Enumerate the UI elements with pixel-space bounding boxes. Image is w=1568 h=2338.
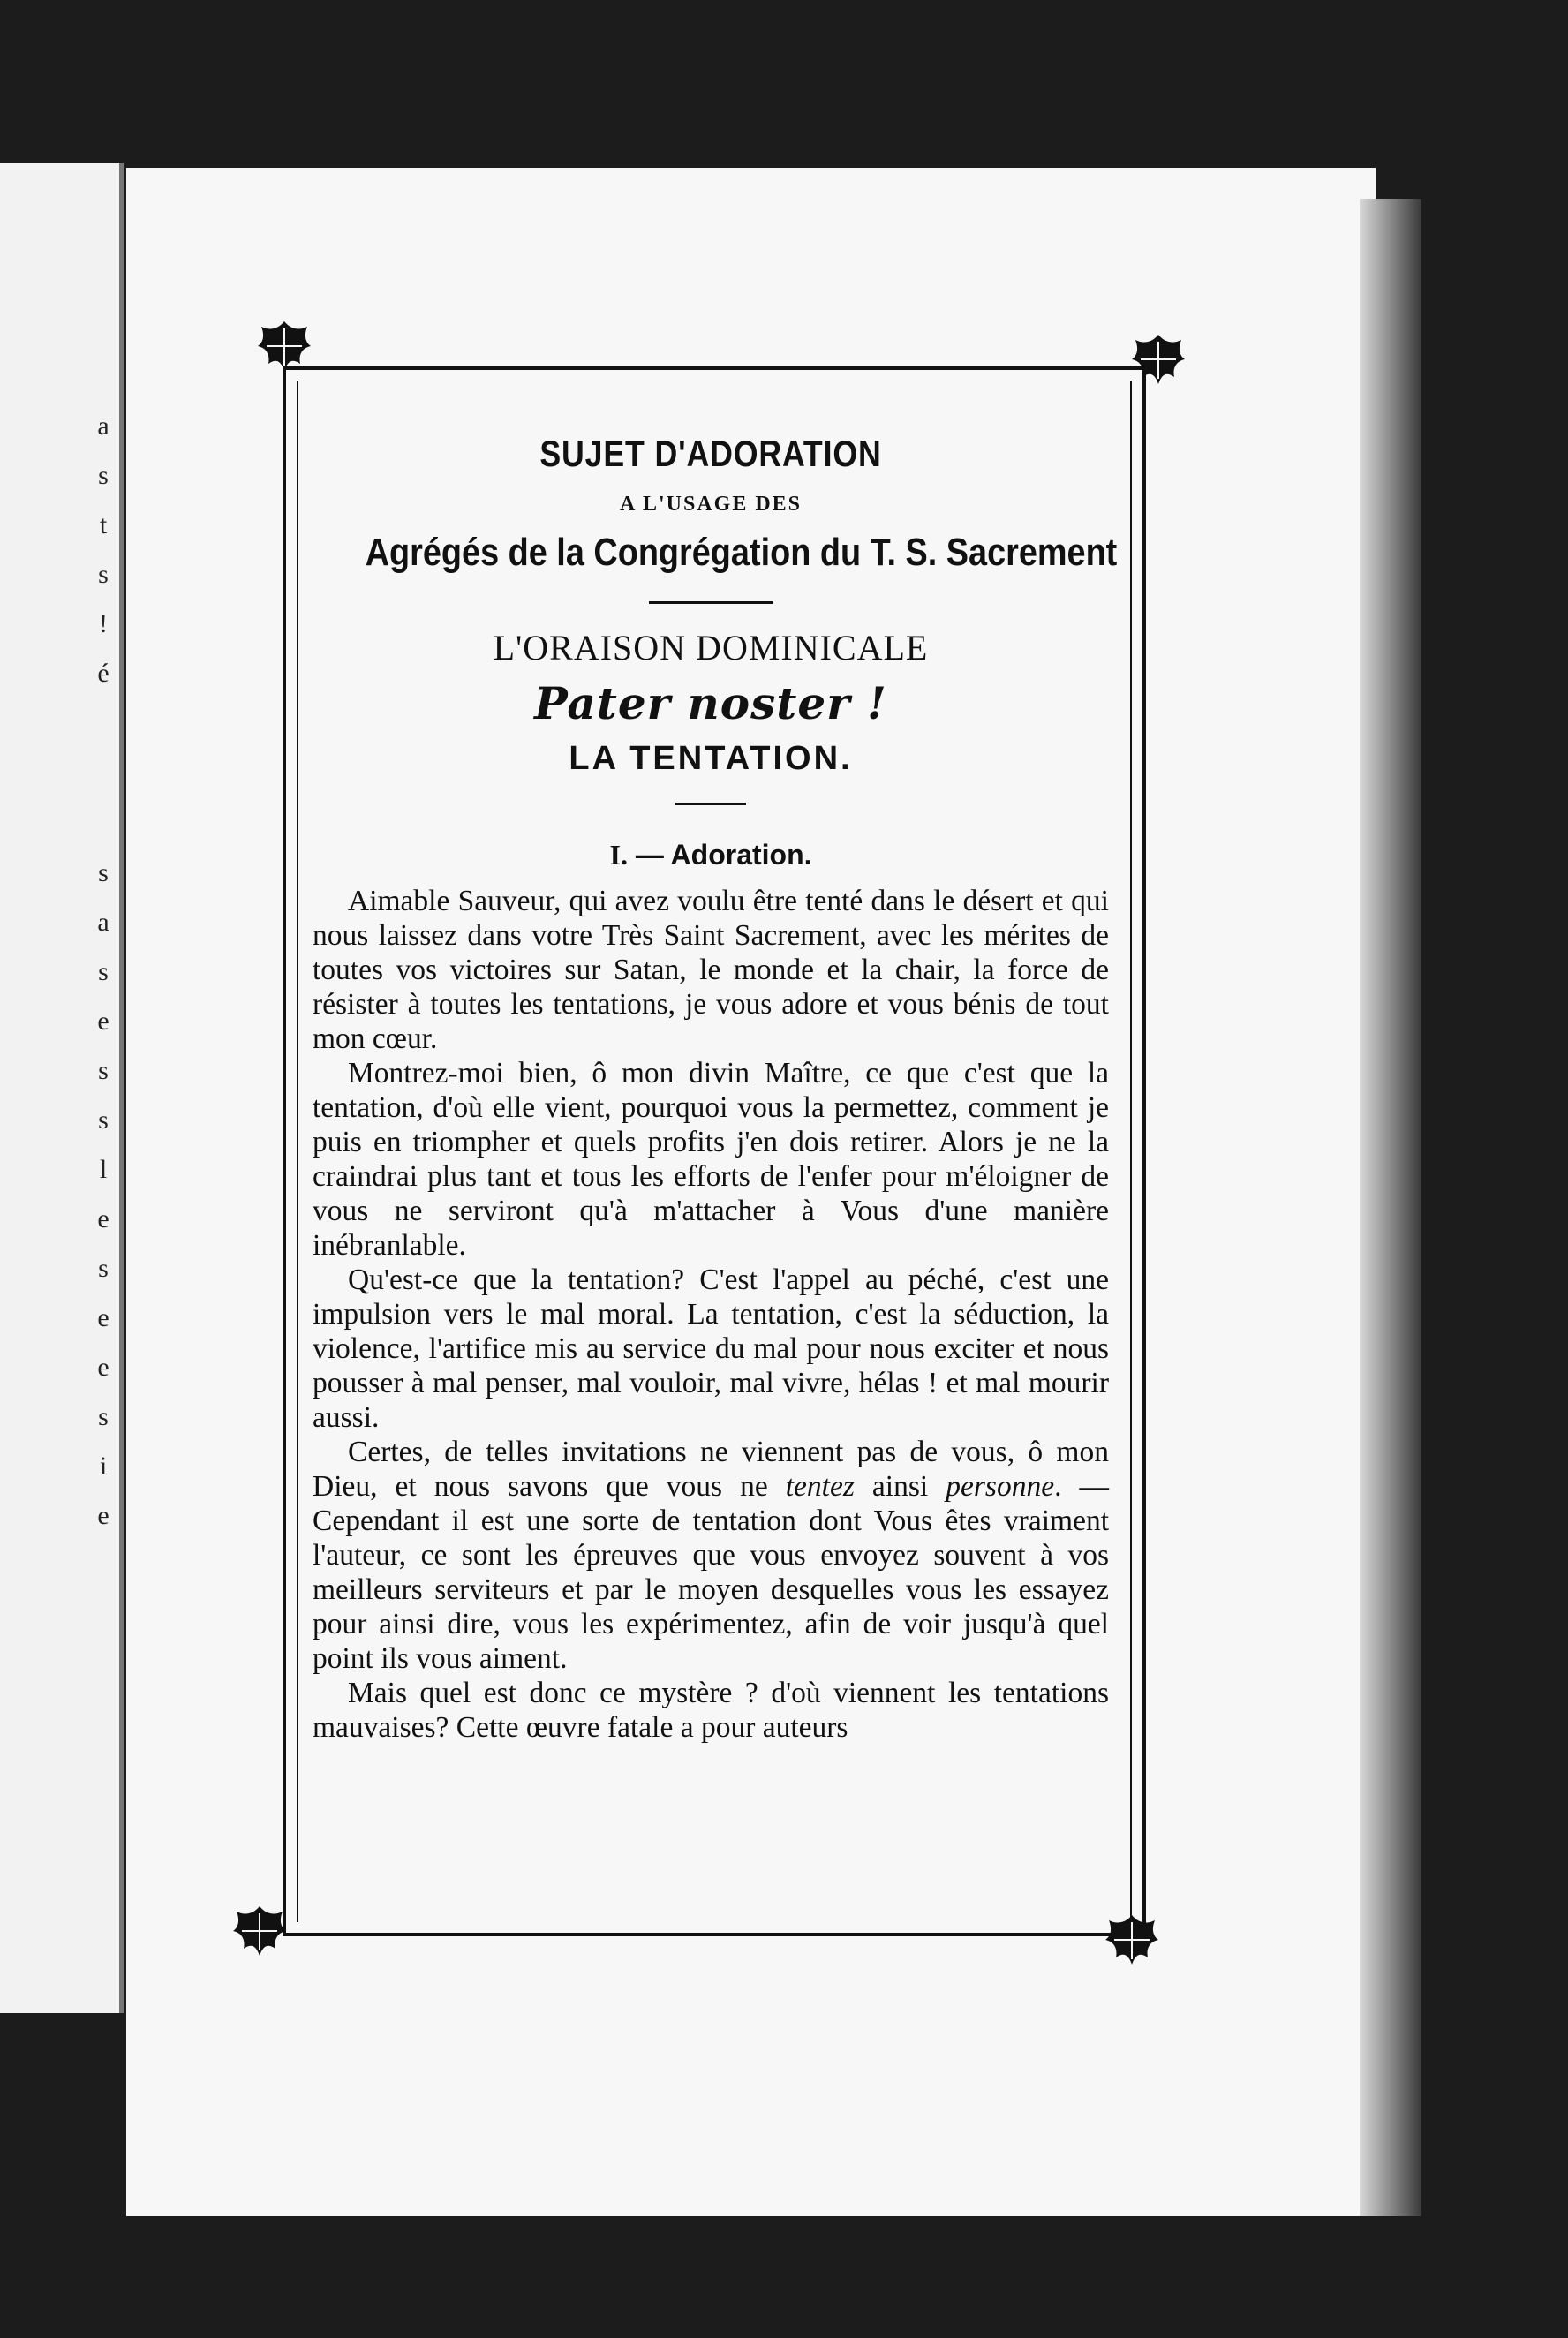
margin-letter: é	[97, 659, 109, 688]
divider-rule	[649, 601, 773, 604]
congregation-heading: Agrégés de la Congrégation du T. S. Sacrement	[365, 531, 1118, 574]
leaf-ornament-icon	[256, 318, 313, 374]
tentation-heading: LA TENTATION.	[569, 740, 853, 777]
margin-letter: i	[99, 1452, 108, 1481]
usage-subtitle: A L'USAGE DES	[619, 493, 803, 516]
paragraph: Aimable Sauveur, qui avez voulu être tenté dans le désert et qui nous laissez dans votre Très Saint Sacrement, avec les mérites de toutes vos victoires sur Satan, le monde et la chair, la force de résister à toutes les tentations, je vous adore et vous bénis de tout mon cœur.	[313, 885, 1109, 1055]
pater-noster-heading: Pater noster !	[534, 677, 887, 729]
margin-letter: e	[97, 1204, 109, 1233]
margin-letter: e	[97, 1007, 109, 1036]
margin-letter: s	[98, 560, 109, 589]
body-text	[309, 884, 1112, 1745]
left-page-margin-text	[94, 402, 112, 1541]
section-dash: —	[627, 839, 671, 871]
margin-letter: e	[97, 1353, 109, 1382]
paragraph: Qu'est-ce que la tentation? C'est l'appel au péché, c'est une impulsion vers le mal moral. La tentation, c'est la séduction, la violence, l'artifice mis au service du mal pour nous exciter et nous pousser à mal penser, mal vouloir, mal vivre, hélas ! et mal mourir aussi.	[313, 1263, 1109, 1434]
margin-letter: s	[98, 461, 109, 490]
margin-letter: s	[98, 1105, 109, 1135]
leaf-ornament-icon	[1104, 1912, 1160, 1968]
left-page-edge	[0, 163, 124, 2013]
margin-letter: s	[98, 858, 109, 887]
margin-letter: e	[97, 1303, 109, 1332]
paragraph-part: ainsi	[854, 1470, 946, 1503]
margin-letter: !	[99, 609, 108, 638]
section-title: Adoration.	[670, 839, 812, 871]
page-title: SUJET D'ADORATION	[539, 433, 882, 474]
paragraph	[313, 1435, 1109, 1676]
section-heading	[309, 839, 1112, 871]
margin-letter: s	[98, 1254, 109, 1283]
divider-rule-short	[675, 803, 746, 805]
page-edge-stack	[1360, 199, 1421, 2216]
margin-letter: a	[97, 411, 109, 441]
italic-word: personne	[946, 1470, 1055, 1503]
margin-letter: a	[97, 908, 109, 937]
paragraph: Montrez-moi bien, ô mon divin Maître, ce que c'est que la tentation, d'où elle vient, pourquoi vous la permettez, comment je puis en triompher et quels profits j'en dois retirer. Alors je ne la craindrai plus tant et tous les efforts de l'enfer pour m'éloigner de vous ne serviront qu'à m'attacher à Vous d'une manière inébranlable.	[313, 1057, 1109, 1262]
paragraph-part: Certes, de telles invitations ne viennent pas de vous, ô mon Dieu, et nous savons que vous ne	[313, 1436, 1109, 1503]
leaf-ornament-icon	[231, 1903, 288, 1959]
oraison-heading: L'ORAISON DOMINICALE	[493, 628, 929, 667]
italic-word: tentez	[785, 1470, 855, 1503]
margin-letter: e	[97, 1501, 109, 1530]
margin-letter: l	[99, 1155, 108, 1184]
paragraph-part: . — Cependant il est une sorte de tentation dont Vous êtes vraiment l'auteur, ce sont les épreuves que vous envoyez souvent à vos meilleurs serviteurs et par le moyen desquelles vous les essayez pour ainsi dire, vous les expérimentez, afin de voir jusqu'à quel point ils vous aiment.	[313, 1470, 1109, 1675]
paragraph: Mais quel est donc ce mystère ? d'où viennent les tentations mauvaises? Cette œuvre fatale a pour auteurs	[313, 1677, 1109, 1744]
margin-letter: t	[99, 510, 108, 539]
page-content	[309, 433, 1118, 1745]
margin-letter: s	[98, 957, 109, 986]
margin-letter: s	[98, 1056, 109, 1085]
margin-letter: s	[98, 1402, 109, 1431]
leaf-ornament-icon	[1130, 331, 1187, 388]
section-number: I.	[609, 839, 628, 871]
